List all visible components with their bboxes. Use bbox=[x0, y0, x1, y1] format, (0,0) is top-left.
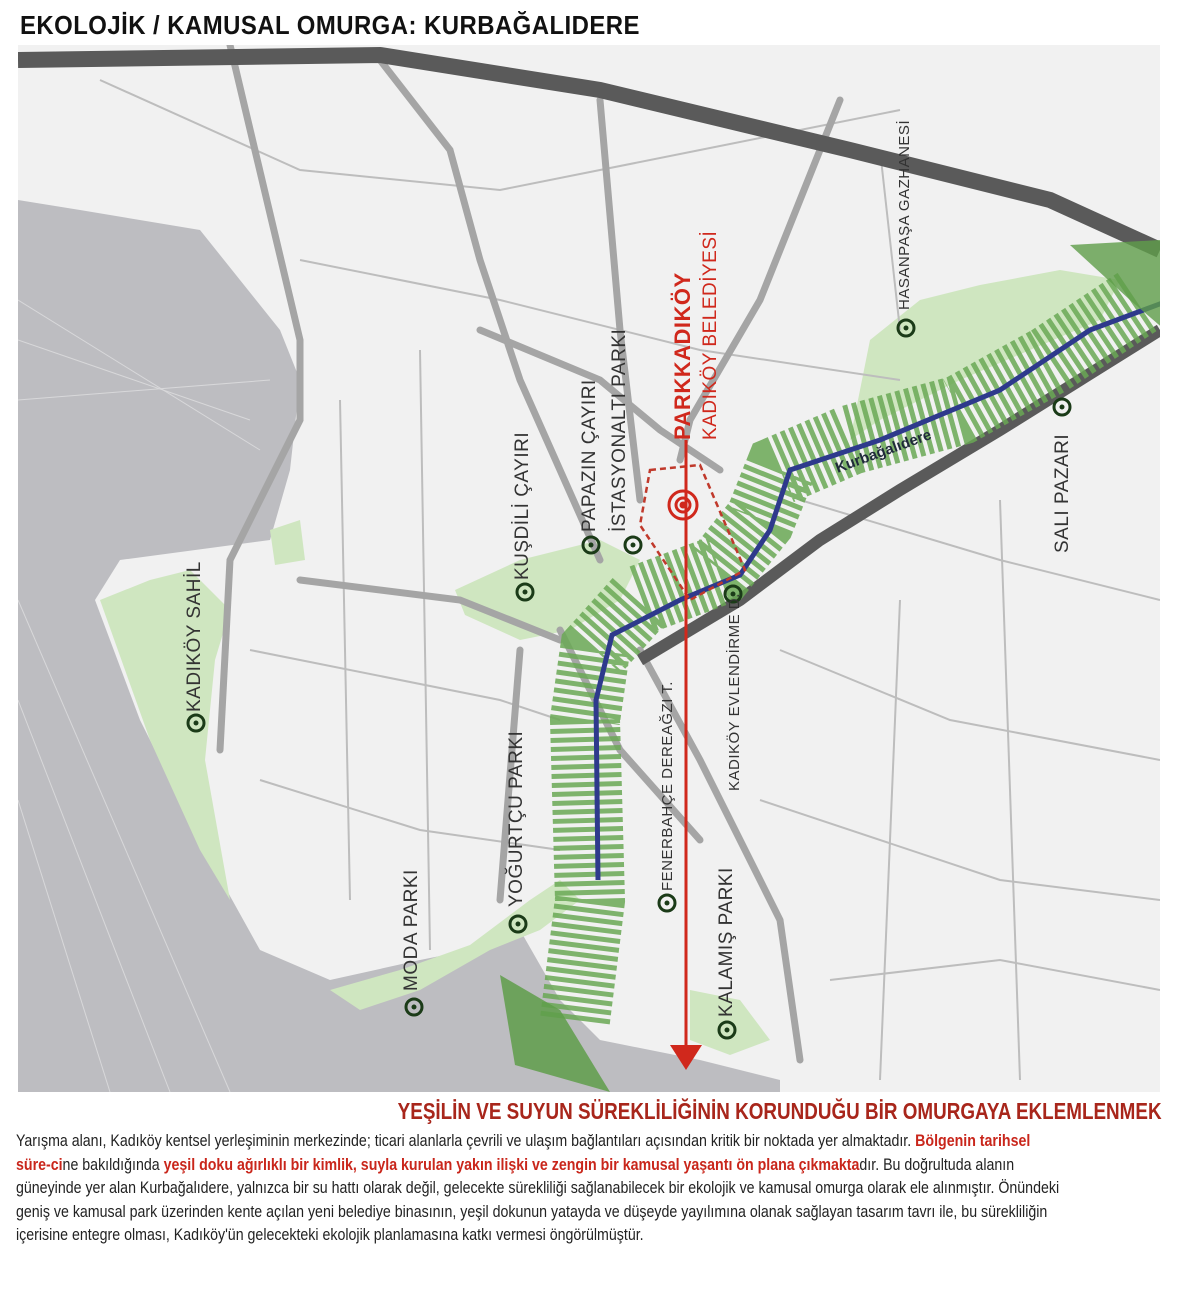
paragraph-text: ne bakıldığında bbox=[62, 1154, 164, 1174]
map bbox=[18, 45, 1160, 1092]
paragraph-text: Yarışma alanı, Kadıköy kentsel yerleşiminin merkezinde; ticari alanlarla çevrili ve ulaşım bağlantıları açısından kritik bir noktada yer almaktadır. bbox=[16, 1131, 916, 1150]
place-label-hasanpasa: HASANPAŞA GAZHANESİ bbox=[896, 119, 913, 310]
river-label: Kurbağalıdere bbox=[833, 426, 934, 477]
place-label-fenerbahce: FENERBAHÇE DEREAĞZI T. bbox=[659, 681, 676, 891]
paragraph-highlight: yeşil doku ağırlıklı bir kimlik, suyla kurulan yakın ilişki ve zengin bir kamusal yaşantı ön plana çıkmakta bbox=[163, 1154, 860, 1174]
place-label-istasyonalti: İSTASYONALTI PARKI bbox=[609, 328, 630, 532]
place-label-papazin-cayiri: PAPAZIN ÇAYIRI bbox=[579, 379, 600, 532]
description-paragraph bbox=[16, 1129, 1060, 1247]
project-name-label: PARKKADIKÖY bbox=[670, 272, 695, 440]
place-label-kusdili: KUŞDİLİ ÇAYIRI bbox=[512, 431, 533, 580]
project-target-icon bbox=[669, 491, 697, 519]
place-label-kalamis: KALAMIŞ PARKI bbox=[716, 867, 737, 1017]
paragraph-text: dır. Bu doğrultuda alanın güneyinde yer alan Kurbağalıdere, yalnızca bir su hattı olarak değil, gelecekte sürekliliği sağlanabilecek bir ekolojik ve kamusal omurga olarak ele alınmıştır. Önündeki geniş ve kamusal park üzerinden kente açılan yeni belediye binasının, yeşil dokunun yatayda ve düşeyde yayılımına olanak sağlayan tasarım tavrı ile, bu sürekliliğin içerisine entegre olması, Kadıköy'ün gelecekteki ekolojik planlamasına katkı vermesi öngörülmüştür. bbox=[16, 1154, 1060, 1244]
place-label-moda: MODA PARKI bbox=[401, 869, 422, 991]
section-headline: YEŞİLİN VE SUYUN SÜREKLİLİĞİNİN KORUNDUĞU BİR OMURGAYA EKLEMLENMEK bbox=[398, 1098, 1162, 1124]
project-subtitle-label: KADIKÖY BELEDİYESİ bbox=[700, 230, 721, 440]
place-label-kadikoy-sahil: KADIKÖY SAHİL bbox=[184, 561, 205, 712]
paragraph-highlight: Bölgenin tarihsel süre-ci bbox=[16, 1131, 1031, 1174]
place-label-sali-pazari: SALI PAZARI bbox=[1052, 433, 1073, 553]
place-label-evlendirme: KADIKÖY EVLENDİRME D. bbox=[726, 593, 743, 791]
place-label-yogurtcu: YOĞURTÇU PARKI bbox=[506, 730, 527, 907]
page-title: EKOLOJİK / KAMUSAL OMURGA: KURBAĞALIDERE bbox=[20, 10, 640, 40]
